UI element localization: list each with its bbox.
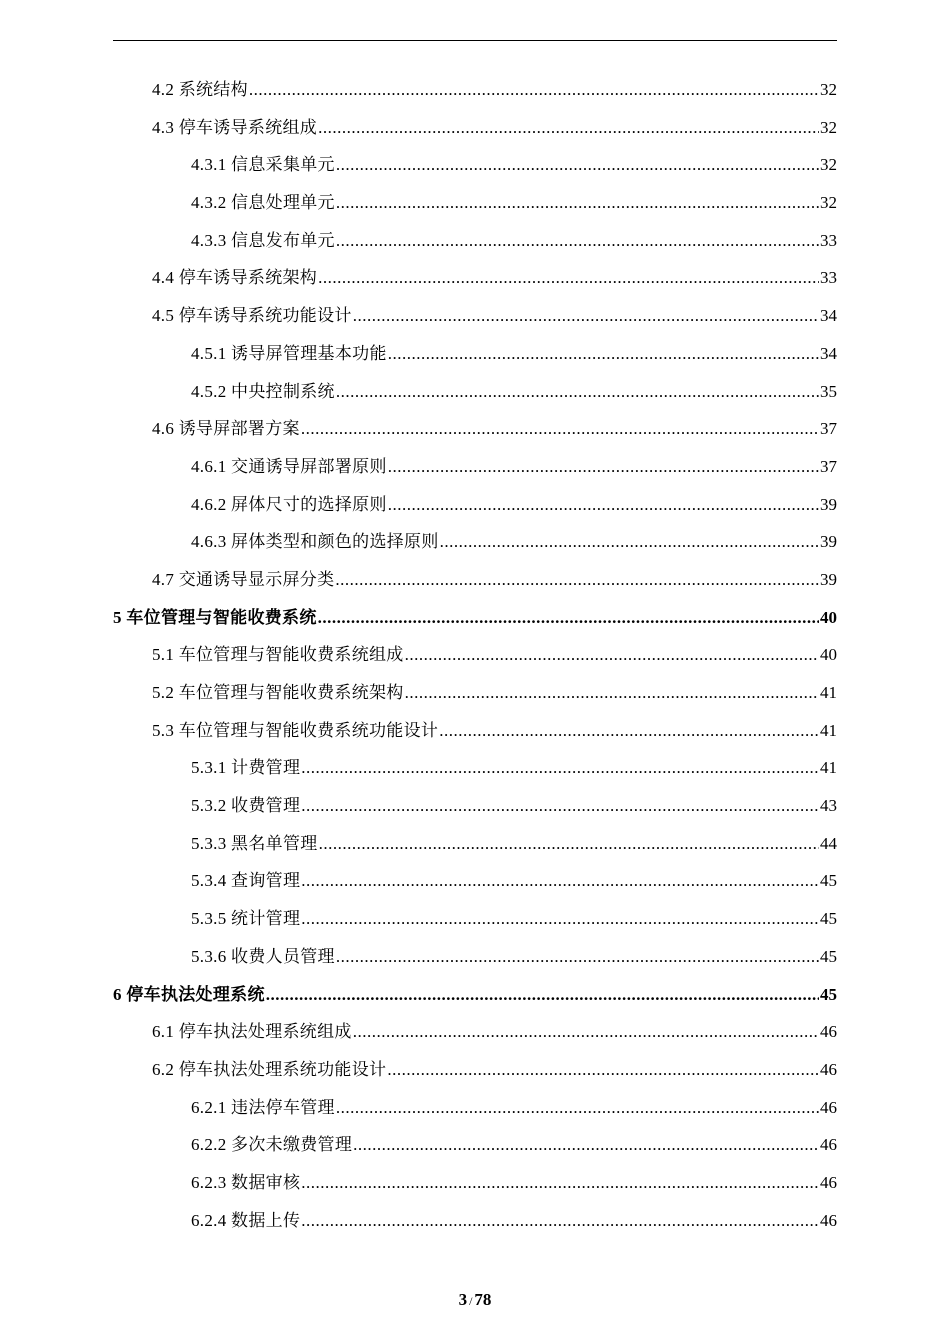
toc-entry-title: 6.2.1 违法停车管理 xyxy=(191,1097,335,1117)
dot-leader xyxy=(388,486,819,524)
toc-entry-page: 40 xyxy=(820,607,837,627)
toc-entry-page: 43 xyxy=(820,796,837,816)
dot-leader xyxy=(387,1051,819,1089)
toc-entry-page: 45 xyxy=(820,984,837,1004)
dot-leader xyxy=(301,1164,819,1202)
toc-entry[interactable] xyxy=(113,938,837,976)
dot-leader xyxy=(336,222,819,260)
dot-leader xyxy=(266,976,819,1014)
current-page-number: 3 xyxy=(458,1290,468,1309)
toc-entry-page: 41 xyxy=(820,683,837,702)
total-pages: 78 xyxy=(474,1290,492,1309)
toc-entry[interactable] xyxy=(113,749,837,787)
toc-entry[interactable] xyxy=(113,636,837,674)
toc-entry[interactable] xyxy=(113,1164,837,1202)
toc-entry-page: 41 xyxy=(820,720,837,740)
toc-entry[interactable] xyxy=(113,71,837,109)
toc-entry-page: 46 xyxy=(820,1097,837,1117)
toc-entry[interactable] xyxy=(113,712,837,750)
toc-entry-title: 6.2.4 数据上传 xyxy=(191,1210,301,1230)
dot-leader xyxy=(301,862,819,900)
dot-leader xyxy=(318,259,819,297)
dot-leader xyxy=(249,71,819,109)
toc-entry-title: 4.3 停车诱导系统组成 xyxy=(152,117,318,137)
toc-entry[interactable] xyxy=(113,825,837,863)
toc-entry-title: 6.2.3 数据审核 xyxy=(191,1172,301,1192)
toc-entry-page: 45 xyxy=(820,946,837,966)
toc-entry[interactable] xyxy=(113,184,837,222)
toc-entry[interactable] xyxy=(113,335,837,373)
toc-entry-title: 4.2 系统结构 xyxy=(152,80,248,99)
dot-leader xyxy=(353,1126,819,1164)
toc-entry-title: 5.3 车位管理与智能收费系统功能设计 xyxy=(152,720,439,740)
toc-entry-title: 4.6.3 屏体类型和颜色的选择原则 xyxy=(191,532,439,552)
dot-leader xyxy=(440,523,819,561)
dot-leader xyxy=(388,335,819,373)
page-separator: / xyxy=(469,1294,473,1308)
toc-entry-title: 5 车位管理与智能收费系统 xyxy=(113,607,317,627)
page-footer xyxy=(0,1290,950,1310)
toc-entry-page: 46 xyxy=(820,1135,837,1155)
dot-leader xyxy=(301,410,819,448)
toc-entry-title: 4.5.2 中央控制系统 xyxy=(191,381,335,401)
toc-entry-title: 5.3.6 收费人员管理 xyxy=(191,946,335,966)
toc-entry-title: 5.1 车位管理与智能收费系统组成 xyxy=(152,645,404,665)
dot-leader xyxy=(336,373,819,411)
toc-entry[interactable] xyxy=(113,1126,837,1164)
toc-entry-title: 6 停车执法处理系统 xyxy=(113,984,265,1004)
toc-entry-page: 32 xyxy=(820,117,837,137)
dot-leader xyxy=(301,1202,819,1240)
toc-entry[interactable] xyxy=(113,674,837,712)
toc-entry-page: 41 xyxy=(820,758,837,778)
toc-entry-title: 4.3.3 信息发布单元 xyxy=(191,230,335,250)
toc-entry[interactable] xyxy=(113,787,837,825)
dot-leader xyxy=(318,109,819,147)
toc-entry-title: 6.2 停车执法处理系统功能设计 xyxy=(152,1059,387,1079)
toc-entry-title: 4.6.1 交通诱导屏部署原则 xyxy=(191,456,387,476)
toc-entry-page: 45 xyxy=(820,909,837,929)
toc-entry[interactable] xyxy=(113,900,837,938)
dot-leader xyxy=(319,825,819,863)
toc-entry[interactable] xyxy=(113,976,837,1014)
toc-entry-title: 5.3.2 收费管理 xyxy=(191,796,301,816)
toc-entry-page: 35 xyxy=(820,381,837,401)
toc-entry[interactable] xyxy=(113,259,837,297)
toc-entry-page: 39 xyxy=(820,569,837,589)
dot-leader xyxy=(405,636,819,674)
toc-entry-title: 5.3.5 统计管理 xyxy=(191,909,301,929)
toc-entry[interactable] xyxy=(113,146,837,184)
toc-entry-page: 46 xyxy=(820,1059,837,1079)
toc-entry-page: 39 xyxy=(820,494,837,514)
header-rule xyxy=(113,40,837,41)
toc-entry-title: 5.3.4 查询管理 xyxy=(191,871,301,891)
toc-entry-title: 6.1 停车执法处理系统组成 xyxy=(152,1022,352,1042)
toc-entry-title: 4.6.2 屏体尺寸的选择原则 xyxy=(191,494,387,514)
toc-entry-page: 46 xyxy=(820,1022,837,1042)
toc-entry[interactable] xyxy=(113,1089,837,1127)
toc-entry[interactable] xyxy=(113,486,837,524)
toc-entry[interactable] xyxy=(113,523,837,561)
toc-entry[interactable] xyxy=(113,297,837,335)
toc-entry[interactable] xyxy=(113,1202,837,1240)
toc-entry-page: 34 xyxy=(820,306,837,326)
toc-entry[interactable] xyxy=(113,222,837,260)
toc-entry-page: 34 xyxy=(820,343,837,363)
toc-entry-title: 4.3.1 信息采集单元 xyxy=(191,155,335,175)
toc-entry-title: 4.3.2 信息处理单元 xyxy=(191,193,335,213)
toc-entry-page: 33 xyxy=(820,230,837,250)
toc-entry[interactable] xyxy=(113,109,837,147)
dot-leader xyxy=(439,712,819,750)
toc-entry[interactable] xyxy=(113,410,837,448)
toc-entry[interactable] xyxy=(113,373,837,411)
dot-leader xyxy=(353,1013,819,1051)
toc-entry-title: 4.5.1 诱导屏管理基本功能 xyxy=(191,343,387,363)
dot-leader xyxy=(335,561,819,599)
toc-entry-page: 45 xyxy=(820,871,837,891)
toc-entry-title: 4.7 交通诱导显示屏分类 xyxy=(152,569,335,589)
toc-entry-title: 6.2.2 多次未缴费管理 xyxy=(191,1135,353,1155)
toc-entry-page: 44 xyxy=(820,833,837,853)
toc-entry[interactable] xyxy=(113,862,837,900)
toc-entry-page: 40 xyxy=(820,645,837,665)
toc-entry[interactable] xyxy=(113,561,837,599)
toc-entry[interactable] xyxy=(113,1013,837,1051)
toc-entry[interactable] xyxy=(113,599,837,637)
toc-entry-page: 32 xyxy=(820,155,837,175)
toc-entry-page: 39 xyxy=(820,532,837,552)
toc-entry-page: 46 xyxy=(820,1172,837,1192)
dot-leader xyxy=(336,146,819,184)
toc-entry-title: 4.4 停车诱导系统架构 xyxy=(152,268,318,288)
toc-entry-page: 37 xyxy=(820,456,837,476)
toc-entry-title: 4.5 停车诱导系统功能设计 xyxy=(152,306,352,326)
table-of-contents xyxy=(113,71,837,1239)
toc-entry-title: 5.3.3 黑名单管理 xyxy=(191,833,318,853)
dot-leader xyxy=(318,599,819,637)
dot-leader xyxy=(336,938,819,976)
toc-entry-page: 33 xyxy=(820,268,837,288)
dot-leader xyxy=(301,787,819,825)
dot-leader xyxy=(301,749,819,787)
dot-leader xyxy=(405,674,819,712)
dot-leader xyxy=(353,297,819,335)
toc-entry-page: 46 xyxy=(820,1210,837,1230)
toc-entry-page: 32 xyxy=(820,80,837,99)
toc-entry-title: 5.3.1 计费管理 xyxy=(191,758,301,778)
toc-entry[interactable] xyxy=(113,1051,837,1089)
toc-entry-title: 5.2 车位管理与智能收费系统架构 xyxy=(152,683,404,702)
toc-entry[interactable] xyxy=(113,448,837,486)
toc-entry-title: 4.6 诱导屏部署方案 xyxy=(152,419,300,439)
dot-leader xyxy=(336,1089,819,1127)
dot-leader xyxy=(336,184,819,222)
toc-entry-page: 32 xyxy=(820,193,837,213)
dot-leader xyxy=(301,900,819,938)
toc-entry-page: 37 xyxy=(820,419,837,439)
dot-leader xyxy=(388,448,819,486)
